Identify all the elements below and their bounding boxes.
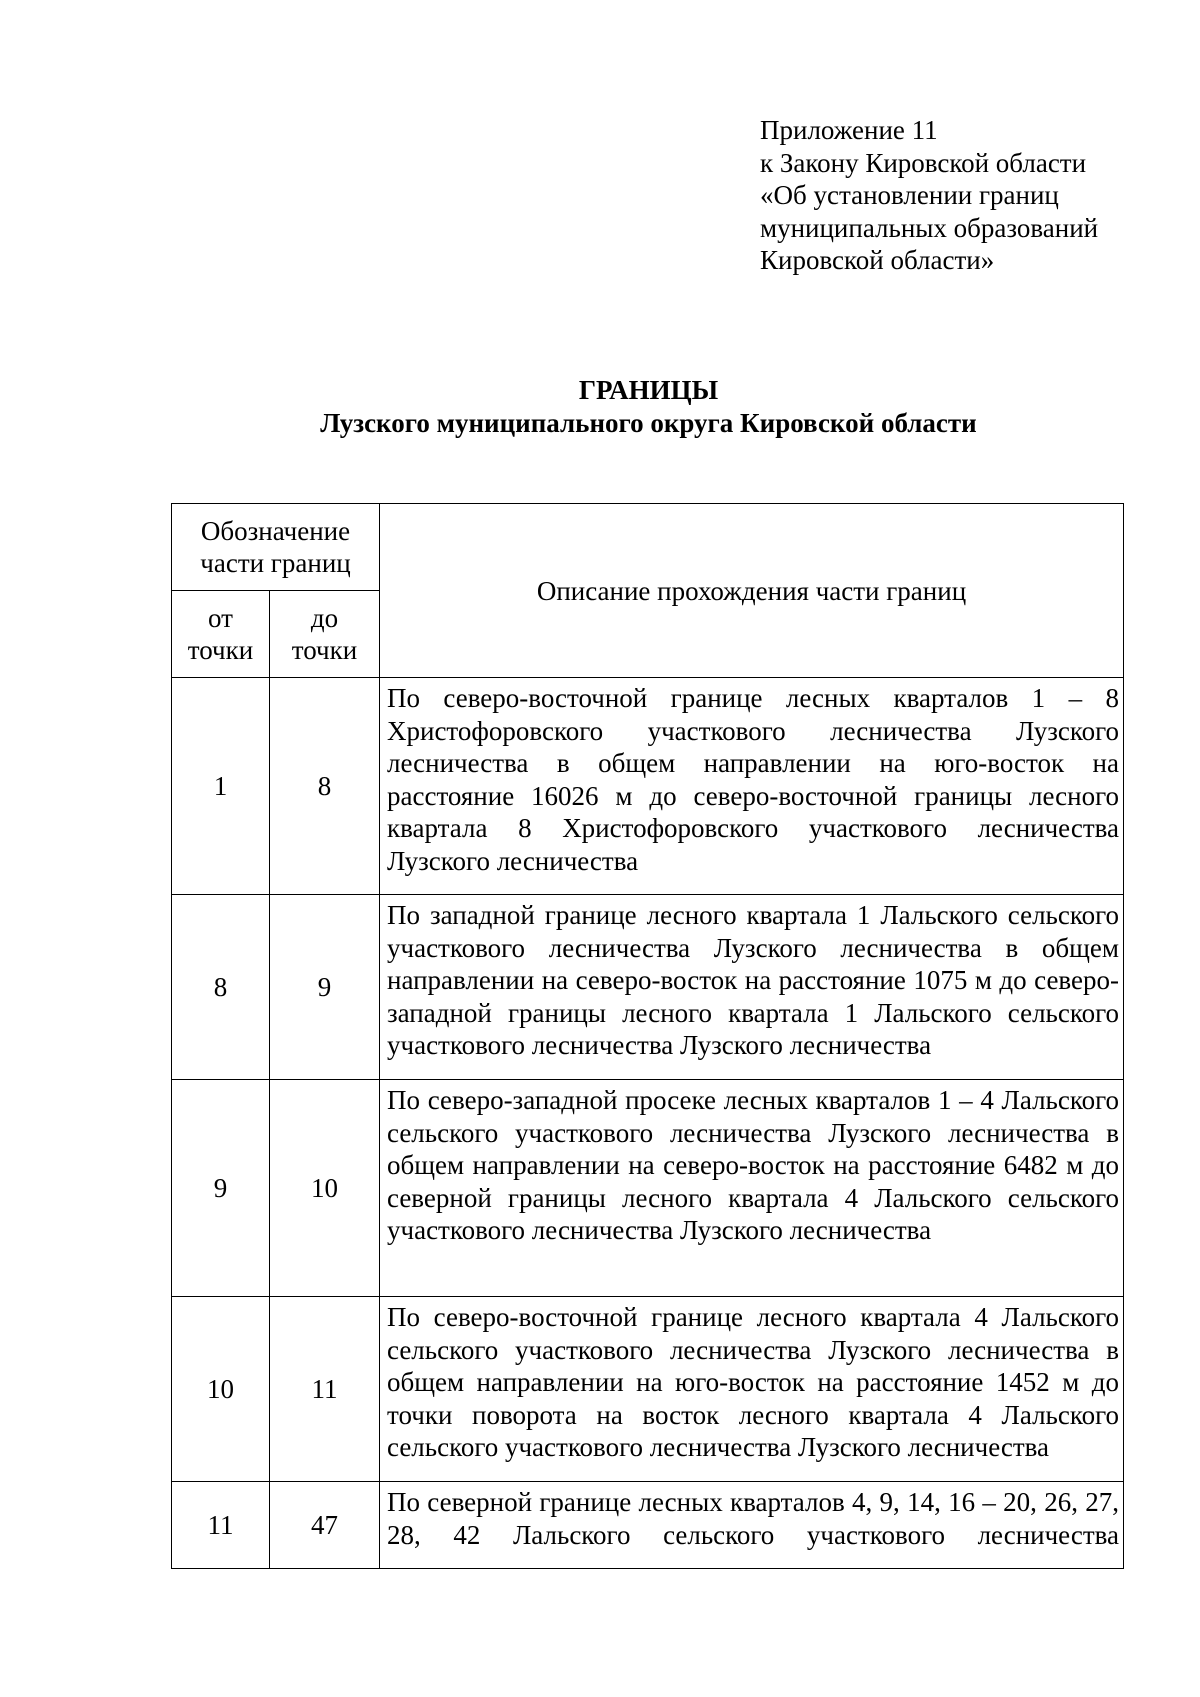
description-cell: По западной границе лесного квартала 1 Лальского сельского участкового лесничества Лузского лесничества в общем направлении на северо-восток на расстояние 1075 м до северо-западной границы лесного квартала 1 Лальского сельского участкового лесничества Лузского лесничества xyxy=(380,895,1124,1080)
table-row xyxy=(172,1482,1124,1569)
title-heading: ГРАНИЦЫ xyxy=(578,375,719,405)
to-point-cell: 11 xyxy=(270,1297,380,1482)
from-point-cell: 1 xyxy=(172,678,270,895)
from-point-cell: 8 xyxy=(172,895,270,1080)
table-row xyxy=(172,1297,1124,1482)
to-point-cell: 10 xyxy=(270,1080,380,1297)
boundary-table xyxy=(171,503,1124,1569)
description-cell: По северной границе лесных кварталов 4, 9, 14, 16 – 20, 26, 27, 28, 42 Лальского сельского участкового лесничества xyxy=(380,1482,1124,1569)
document-title xyxy=(0,374,1200,440)
appendix-line: к Закону Кировской области xyxy=(760,147,1087,178)
to-point-cell: 47 xyxy=(270,1482,380,1569)
from-point-cell: 11 xyxy=(172,1482,270,1569)
to-point-cell: 8 xyxy=(270,678,380,895)
header-from-cell: от точки xyxy=(172,591,270,678)
appendix-line: «Об установлении границ xyxy=(760,180,1059,210)
header-description-cell: Описание прохождения части границ xyxy=(380,504,1124,678)
appendix-line: Кировской области» xyxy=(760,245,995,275)
from-point-cell: 9 xyxy=(172,1080,270,1297)
table-row xyxy=(172,1080,1124,1297)
description-cell: По северо-западной просеке лесных кварталов 1 – 4 Лальского сельского участкового лесничества Лузского лесничества в общем направлении на северо-восток на расстояние 6482 м до северной границы лесного квартала 4 Лальского сельского участкового лесничества Лузского лесничества xyxy=(380,1080,1124,1297)
description-cell: По северо-восточной границе лесных кварталов 1 – 8 Христофоровского участкового лесничества Лузского лесничества в общем направлении на юго-восток на расстояние 16026 м до северо-восточной границы лесного квартала 8 Христофоровского участкового лесничества Лузского лесничества xyxy=(380,678,1124,895)
appendix-note xyxy=(760,114,1098,277)
header-group-cell: Обозначение части границ xyxy=(172,504,380,591)
appendix-line: муниципальных образований xyxy=(760,212,1099,243)
table-header-row xyxy=(172,504,1124,591)
title-subheading: Лузского муниципального округа Кировской области xyxy=(320,408,977,438)
appendix-line: Приложение 11 xyxy=(760,115,938,145)
to-point-cell: 9 xyxy=(270,895,380,1080)
table-row xyxy=(172,678,1124,895)
header-to-cell: до точки xyxy=(270,591,380,678)
from-point-cell: 10 xyxy=(172,1297,270,1482)
description-cell: По северо-восточной границе лесного квартала 4 Лальского сельского участкового лесничества Лузского лесничества в общем направлении на юго-восток на расстояние 1452 м до точки поворота на восток лесного квартала 4 Лальского сельского участкового лесничества Лузского лесничества xyxy=(380,1297,1124,1482)
table-row xyxy=(172,895,1124,1080)
